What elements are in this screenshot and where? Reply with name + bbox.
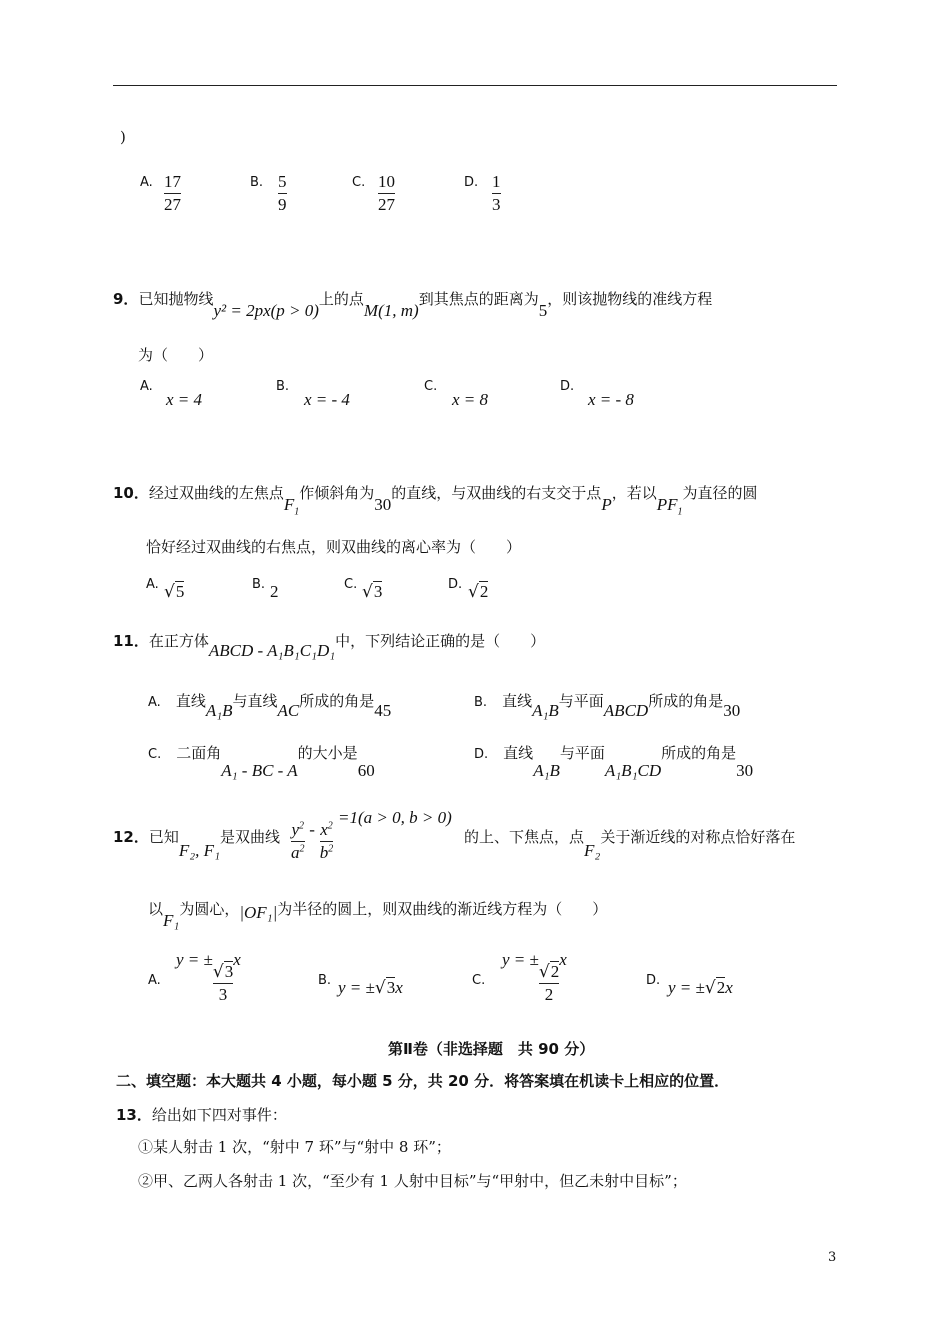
q9-line1: 9．已知抛物线y² = 2px(p > 0)上的点M(1, m)到其焦点的距离为5，则该抛物线的准线方程: [113, 290, 713, 320]
q10-option-b-value: 2: [270, 582, 279, 601]
q10-option-b[interactable]: B.: [252, 577, 266, 592]
q12-line2: 以F₁为圆心，|OF₁|为半径的圆上，则双曲线的渐近线方程为（ ）: [148, 900, 608, 930]
q8-tail: ): [120, 128, 126, 146]
q8-option-c-fraction: $\frac{10}{27}$: [378, 172, 395, 215]
question-number: 10．: [113, 484, 149, 502]
page-number: 3: [828, 1250, 837, 1265]
q12-line1: 12．已知F₂, F₁是双曲线 的上、下焦点，点F₂关于渐近线的对称点恰好落在: [113, 828, 796, 860]
q9-option-d[interactable]: D.: [560, 379, 575, 394]
q8-option-c[interactable]: C.: [352, 175, 366, 190]
q13-line1: 13．给出如下四对事件：: [116, 1106, 287, 1124]
q8-option-d-fraction: $\frac{1}{3}$: [492, 172, 501, 215]
q11-option-c[interactable]: C. 二面角A₁ - BC - A的大小是60: [148, 744, 375, 780]
q8-option-b[interactable]: B.: [250, 175, 264, 190]
part2-title: 第Ⅱ卷（非选择题 共 90 分）: [388, 1040, 595, 1058]
q9-option-c-value: x = 8: [452, 390, 489, 409]
q12-option-a-value: y = ± $\frac{√3}{3}$ x: [176, 950, 241, 1005]
question-number: 9．: [113, 290, 139, 308]
q13-item1: ①某人射击 1 次，“射中 7 环”与“射中 8 环”；: [138, 1138, 451, 1156]
q12-option-b[interactable]: B.: [318, 973, 332, 988]
question-number: 12．: [113, 828, 149, 846]
q12-option-a[interactable]: A.: [148, 973, 161, 988]
q11-option-a[interactable]: A. 直线A₁B与直线AC所成的角是45: [148, 692, 392, 720]
q8-option-a-fraction: $\frac{17}{27}$: [164, 172, 181, 215]
q13-item2: ②甲、乙两人各射击 1 次，“至少有 1 人射中目标”与“甲射中，但乙未射中目标”；: [138, 1172, 687, 1190]
q9-option-b[interactable]: B.: [276, 379, 290, 394]
q10-option-d[interactable]: D.: [448, 577, 463, 592]
q9-option-a-value: x = 4: [166, 390, 203, 409]
q10-line1: 10．经过双曲线的左焦点$F_1$作倾斜角为30的直线，与双曲线的右支交于点P，若以$PF_1$为直径的圆: [113, 484, 758, 518]
q11-option-d[interactable]: D. 直线A₁B与平面A₁B₁CD所成的角是30: [474, 744, 754, 780]
q12-option-b-value: y = ±√3x: [338, 978, 403, 998]
q9-option-b-value: x = - 4: [304, 390, 350, 409]
q12-option-c[interactable]: C.: [472, 973, 486, 988]
header-rule: [113, 85, 837, 86]
q9-option-d-value: x = - 8: [588, 390, 634, 409]
q10-option-c-value: √3: [362, 582, 383, 602]
q10-line2: 恰好经过双曲线的右焦点，则双曲线的离心率为（ ）: [146, 538, 522, 556]
question-number: 11．: [113, 632, 149, 650]
q12-option-d[interactable]: D.: [646, 973, 661, 988]
q10-option-c[interactable]: C.: [344, 577, 358, 592]
q9-line2: 为（ ）: [138, 346, 214, 364]
section2-heading: 二、填空题：本大题共 4 小题，每小题 5 分，共 20 分．将答案填在机读卡上相应的位置．: [116, 1072, 730, 1090]
q10-option-a[interactable]: A.: [146, 577, 159, 592]
q8-option-b-fraction: $\frac{5}{9}$: [278, 172, 287, 215]
q8-option-a[interactable]: [140, 172, 153, 190]
q9-option-c[interactable]: C.: [424, 379, 438, 394]
q9-option-a[interactable]: A.: [140, 379, 153, 394]
q10-option-a-value: √5: [164, 582, 185, 602]
q8-option-d[interactable]: D.: [464, 175, 479, 190]
q12-option-c-value: y = ± $\frac{√2}{2}$ x: [502, 950, 567, 1005]
hyperbola-equation: $\frac{y^2}{a^2}$ - $\frac{x^2}{b^2}$ =1(a > 0, b > 0): [291, 808, 452, 863]
q11-option-b[interactable]: B. 直线A₁B与平面ABCD所成的角是30: [474, 692, 741, 720]
option-label: A.: [140, 175, 153, 190]
question-number: 13．: [116, 1106, 152, 1124]
q10-option-d-value: √2: [468, 582, 489, 602]
q11-line1: 11．在正方体ABCD - A₁B₁C₁D₁中，下列结论正确的是（ ）: [113, 632, 546, 660]
q12-option-d-value: y = ±√2x: [668, 978, 733, 998]
